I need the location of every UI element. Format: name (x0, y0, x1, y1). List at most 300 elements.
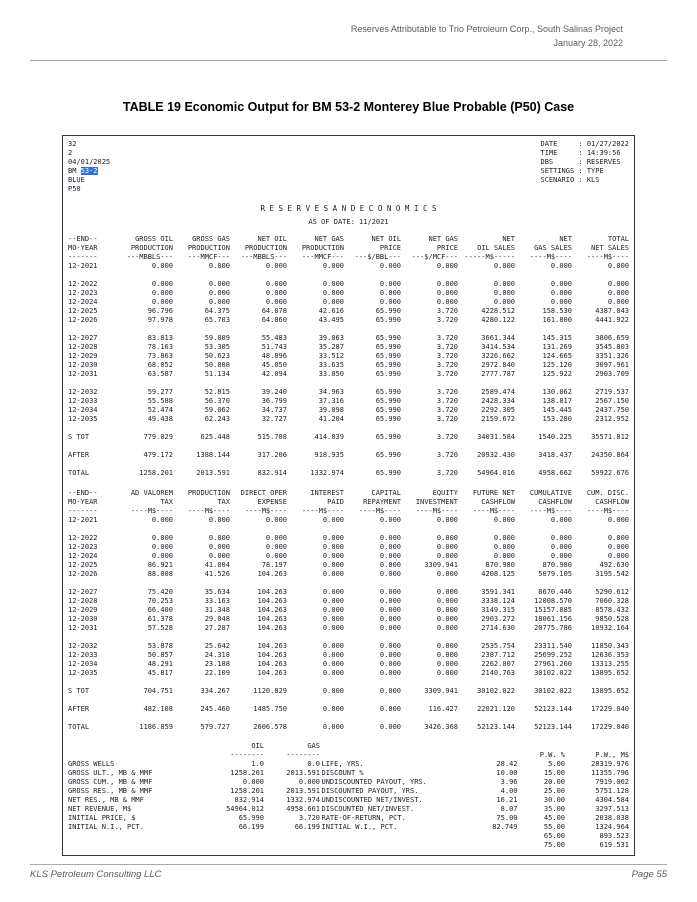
value-cell: 0.000 (493, 543, 515, 551)
value-cell: 870.980 (485, 561, 515, 569)
value-cell: 3.720 (436, 316, 458, 324)
value-cell: 65.990 (375, 370, 401, 378)
value-cell: 0.000 (493, 280, 515, 288)
value-cell: 3.720 (436, 469, 458, 477)
table-row (68, 352, 629, 361)
value-cell: 0.000 (322, 552, 344, 560)
column-header: NET (502, 235, 515, 243)
value-cell: 42.094 (261, 370, 287, 378)
value-cell: 3.720 (436, 388, 458, 396)
value-cell: 2714.630 (481, 624, 515, 632)
value-cell: 0.000 (493, 289, 515, 297)
value-cell: 64.860 (261, 316, 287, 324)
value-cell: 3309.941 (424, 561, 458, 569)
summary-oil-gas-block (68, 742, 320, 850)
value-cell: 4387.043 (595, 307, 629, 315)
table-row (68, 633, 629, 651)
summary-value: 1258.201 (230, 787, 264, 795)
metric-value: 82.749 (492, 823, 518, 831)
metric-label: LIFE, YRS. (321, 760, 364, 768)
oil-gas-row (68, 805, 320, 814)
column-header: ----M$---- (301, 507, 344, 515)
metric-row (322, 814, 518, 823)
value-cell: 3351.326 (595, 352, 629, 360)
value-cell: 68.052 (147, 361, 173, 369)
summary-value: 2013.591 (286, 769, 320, 777)
value-cell: 2719.537 (595, 388, 629, 396)
row-period: 12-2025 (68, 561, 98, 569)
value-cell: 3.720 (436, 406, 458, 414)
table-row (68, 262, 629, 271)
value-cell: 0.000 (379, 597, 401, 605)
pw-value: 15.00 (543, 769, 565, 777)
oil-gas-underline-row (68, 751, 320, 760)
value-cell: 0.000 (436, 651, 458, 659)
meta-line: DATE : 01/27/2022 (540, 140, 629, 148)
value-cell: 2262.007 (481, 660, 515, 668)
value-cell: 1120.829 (253, 687, 287, 695)
value-cell: 3226.662 (481, 352, 515, 360)
value-cell: 31.348 (204, 606, 230, 614)
value-cell: 3806.659 (595, 334, 629, 342)
value-cell: 104.263 (257, 597, 287, 605)
summary-value: 66.199 (238, 823, 264, 831)
value-cell: 39.098 (318, 406, 344, 414)
value-cell: 59.009 (204, 334, 230, 342)
column-header: ----M$---- (244, 507, 287, 515)
summary-label: GROSS CUM., MB & MMF (68, 778, 153, 786)
value-cell: 116.427 (428, 705, 458, 713)
summary-label: INITIAL N.I., PCT. (68, 823, 144, 831)
value-cell: 66.400 (147, 606, 173, 614)
metric-label: DISCOUNTED NET/INVEST. (321, 805, 415, 813)
value-cell: 2292.305 (481, 406, 515, 414)
value-cell: 50.623 (204, 352, 230, 360)
summary-value: 65.990 (238, 814, 264, 822)
row-period: TOTAL (68, 469, 90, 477)
value-cell: 0.000 (322, 615, 344, 623)
value-cell: 104.263 (257, 606, 287, 614)
value-cell: 65.990 (375, 343, 401, 351)
value-cell: 125.922 (542, 370, 572, 378)
value-cell: 0.000 (607, 534, 629, 542)
metric-value: 4.00 (500, 787, 518, 795)
pw-row (519, 787, 629, 796)
summary-value: 0.0 (307, 760, 320, 768)
value-cell: 52.815 (204, 388, 230, 396)
summary-label: GROSS RES., MB & MMF (68, 787, 153, 795)
table-row (68, 606, 629, 615)
column-header: INTEREST (310, 489, 344, 497)
value-cell: 65.990 (375, 361, 401, 369)
row-period: 12-2030 (68, 615, 98, 623)
summary-label: NET RES., MB & MMF (68, 796, 144, 804)
value-cell: 32.727 (261, 415, 287, 423)
value-cell: 23311.540 (534, 642, 572, 650)
table-row (68, 442, 629, 460)
value-cell: 0.000 (436, 669, 458, 677)
value-cell: 0.000 (208, 289, 230, 297)
summary-value: 4958.661 (286, 805, 320, 813)
value-cell: 0.000 (493, 262, 515, 270)
value-cell: 12636.353 (591, 651, 629, 659)
value-cell: 0.000 (265, 298, 287, 306)
table-row (68, 424, 629, 442)
value-cell: 59.062 (204, 406, 230, 414)
header-row (68, 507, 629, 516)
report-table (68, 235, 629, 478)
summary-value: 2013.591 (286, 787, 320, 795)
value-cell: 0.000 (379, 660, 401, 668)
row-period: 12-2022 (68, 534, 98, 542)
summary-value: 1332.974 (286, 796, 320, 804)
pw-value: 55.00 (543, 823, 565, 831)
column-header: ---$/MCF--- (411, 253, 458, 261)
case-line: P50 (68, 185, 81, 193)
value-cell: 779.029 (143, 433, 173, 441)
footer-divider (30, 864, 667, 865)
table-row (68, 415, 629, 424)
column-header: FUTURE NET (472, 489, 515, 497)
value-cell: 0.000 (322, 561, 344, 569)
value-cell: 30102.022 (534, 669, 572, 677)
pw-value: 619.531 (599, 841, 629, 849)
column-header: ------- (68, 507, 98, 515)
value-cell: 125.120 (542, 361, 572, 369)
summary-present-worth-block (519, 742, 629, 850)
value-cell: 0.000 (151, 543, 173, 551)
metric-row (322, 787, 518, 796)
value-cell: 30102.022 (477, 687, 515, 695)
value-cell: 625.448 (200, 433, 230, 441)
value-cell: 1540.225 (538, 433, 572, 441)
row-period: 12-2027 (68, 334, 98, 342)
value-cell: 0.000 (265, 280, 287, 288)
value-cell: 0.000 (379, 705, 401, 713)
value-cell: 17229.040 (591, 705, 629, 713)
row-period: 12-2024 (68, 298, 98, 306)
column-header: GROSS GAS (192, 235, 230, 243)
summary-oil-gas-table (68, 742, 320, 832)
value-cell: 4280.122 (481, 316, 515, 324)
value-cell: 8670.446 (538, 588, 572, 596)
value-cell: 4958.662 (538, 469, 572, 477)
value-cell: 23.188 (204, 660, 230, 668)
id-line: 04/01/2025 (68, 158, 111, 166)
value-cell: 48.291 (147, 660, 173, 668)
value-cell: 65.990 (375, 316, 401, 324)
value-cell: 0.000 (550, 262, 572, 270)
value-cell: 1388.144 (196, 451, 230, 459)
pw-row (519, 760, 629, 769)
value-cell: 2428.334 (481, 397, 515, 405)
value-cell: 0.000 (379, 669, 401, 677)
value-cell: 0.000 (151, 534, 173, 542)
value-cell: 24.318 (204, 651, 230, 659)
value-cell: 104.263 (257, 615, 287, 623)
value-cell: 104.263 (257, 669, 287, 677)
value-cell: 3591.341 (481, 588, 515, 596)
row-period: 12-2024 (68, 552, 98, 560)
value-cell: 55.483 (261, 334, 287, 342)
pw-row (519, 778, 629, 787)
value-cell: 4228.512 (481, 307, 515, 315)
column-header: CAPITAL (371, 489, 401, 497)
table-row (68, 669, 629, 678)
column-header: ----M$---- (415, 507, 458, 515)
row-period: 12-2023 (68, 289, 98, 297)
value-cell: 1258.201 (139, 469, 173, 477)
value-cell: 1332.974 (310, 469, 344, 477)
value-cell: 24350.864 (591, 451, 629, 459)
value-cell: 48.896 (261, 352, 287, 360)
value-cell: 0.000 (322, 597, 344, 605)
header-row (68, 253, 629, 262)
value-cell: 2903.272 (481, 615, 515, 623)
report-asof-date: AS OF DATE: 11/2021 (308, 218, 389, 226)
value-cell: 0.000 (436, 516, 458, 524)
pw-value: 65.00 (543, 832, 565, 840)
value-cell: 0.000 (322, 262, 344, 270)
summary-metrics-block (322, 742, 518, 850)
value-cell: 145.315 (542, 334, 572, 342)
value-cell: 3661.344 (481, 334, 515, 342)
id-line: 2 (68, 149, 73, 157)
oil-gas-row (68, 814, 320, 823)
value-cell: 0.000 (151, 262, 173, 270)
metric-row (322, 778, 518, 787)
value-cell: 0.000 (379, 723, 401, 731)
value-cell: 3.720 (436, 415, 458, 423)
value-cell: 57.528 (147, 624, 173, 632)
summary-value: GAS (307, 742, 320, 750)
pw-value: 28319.976 (591, 760, 629, 768)
value-cell: 138.817 (542, 397, 572, 405)
oil-gas-row (68, 823, 320, 832)
pw-value: 20.00 (543, 778, 565, 786)
column-header: TAX (217, 498, 230, 506)
value-cell: 0.000 (322, 660, 344, 668)
header-row (68, 235, 629, 244)
header-row (68, 489, 629, 498)
value-cell: 104.263 (257, 588, 287, 596)
column-header: PRICE (436, 244, 458, 252)
value-cell: 0.000 (208, 516, 230, 524)
value-cell: 3426.368 (424, 723, 458, 731)
column-header: CUM. DISC. (586, 489, 629, 497)
present-worth-table (519, 751, 629, 850)
value-cell: 3338.124 (481, 597, 515, 605)
value-cell: 39.240 (261, 388, 287, 396)
row-period: 12-2033 (68, 651, 98, 659)
value-cell: 65.990 (375, 451, 401, 459)
table-row (68, 570, 629, 579)
value-cell: 0.000 (607, 298, 629, 306)
value-cell: 0.000 (436, 597, 458, 605)
metric-value: 3.96 (500, 778, 518, 786)
metric-row (322, 769, 518, 778)
value-cell: 17229.040 (591, 723, 629, 731)
metric-value: 10.00 (496, 769, 518, 777)
value-cell: 49.438 (147, 415, 173, 423)
value-cell: 3.720 (436, 307, 458, 315)
column-header: EQUITY (432, 489, 458, 497)
pw-row (519, 823, 629, 832)
value-cell: 64.375 (204, 307, 230, 315)
value-cell: 0.000 (379, 280, 401, 288)
value-cell: 75.420 (147, 588, 173, 596)
value-cell: 52123.144 (534, 723, 572, 731)
value-cell: 145.445 (542, 406, 572, 414)
value-cell: 52.474 (147, 406, 173, 414)
value-cell: 3.720 (436, 451, 458, 459)
value-cell: 39.063 (318, 334, 344, 342)
value-cell: 5290.612 (595, 588, 629, 596)
value-cell: 0.000 (322, 588, 344, 596)
economics-report-box (62, 135, 635, 856)
value-cell: 3.720 (436, 343, 458, 351)
summary-value: -------- (286, 751, 320, 759)
value-cell: 65.990 (375, 397, 401, 405)
well-prefix: BM (68, 167, 81, 175)
row-period: 12-2030 (68, 361, 98, 369)
value-cell: 0.000 (550, 289, 572, 297)
oil-gas-row (68, 760, 320, 769)
value-cell: 482.108 (143, 705, 173, 713)
row-period: 12-2023 (68, 543, 98, 551)
column-header: NET GAS (428, 235, 458, 243)
value-cell: 0.000 (151, 289, 173, 297)
well-id-line (68, 167, 110, 176)
pw-header-row (519, 751, 629, 760)
row-period: 12-2021 (68, 516, 98, 524)
value-cell: 2535.754 (481, 642, 515, 650)
column-header: ----M$---- (529, 253, 572, 261)
row-period: 12-2022 (68, 280, 98, 288)
value-cell: 0.000 (379, 552, 401, 560)
row-period: 12-2021 (68, 262, 98, 270)
value-cell: 0.000 (379, 298, 401, 306)
value-cell: 33.635 (318, 361, 344, 369)
value-cell: 0.000 (436, 606, 458, 614)
value-cell: 30102.022 (534, 687, 572, 695)
row-period: 12-2031 (68, 624, 98, 632)
value-cell: 0.000 (436, 262, 458, 270)
value-cell: 54964.016 (477, 469, 515, 477)
metric-row (322, 760, 518, 769)
value-cell: 78.197 (261, 561, 287, 569)
value-cell: 579.727 (200, 723, 230, 731)
metric-label: RATE-OF-RETURN, PCT. (321, 814, 406, 822)
value-cell: 0.000 (379, 516, 401, 524)
value-cell: 96.796 (147, 307, 173, 315)
column-header: REPAYMENT (363, 498, 401, 506)
value-cell: 4441.922 (595, 316, 629, 324)
value-cell: 33.850 (318, 370, 344, 378)
pw-value: 5751.128 (595, 787, 629, 795)
value-cell: 3097.961 (595, 361, 629, 369)
value-cell: 0.000 (322, 651, 344, 659)
row-period: 12-2028 (68, 343, 98, 351)
column-header: --END-- (68, 489, 98, 497)
summary-value: 1.0 (251, 760, 264, 768)
pw-row (519, 832, 629, 841)
pw-value: 3297.513 (595, 805, 629, 813)
metric-value: 8.07 (500, 805, 518, 813)
header-line-2: January 28, 2022 (553, 37, 623, 48)
value-cell: 104.263 (257, 651, 287, 659)
column-header: NET OIL (257, 235, 287, 243)
value-cell: 13313.255 (591, 660, 629, 668)
table-row (68, 379, 629, 397)
summary-value: -------- (230, 751, 264, 759)
column-header: PRODUCTION (130, 244, 173, 252)
value-cell: 27961.260 (534, 660, 572, 668)
value-cell: 0.000 (322, 642, 344, 650)
value-cell: 0.000 (379, 651, 401, 659)
value-cell: 61.378 (147, 615, 173, 623)
value-cell: 12008.570 (534, 597, 572, 605)
value-cell: 1485.750 (253, 705, 287, 713)
table-row (68, 271, 629, 289)
column-header: ----M$---- (586, 507, 629, 515)
report-top-block (68, 140, 629, 194)
value-cell: 51.134 (204, 370, 230, 378)
value-cell: 25.642 (204, 642, 230, 650)
value-cell: 5079.105 (538, 570, 572, 578)
table-row (68, 316, 629, 325)
value-cell: 1186.859 (139, 723, 173, 731)
value-cell: 34.963 (318, 388, 344, 396)
value-cell: 20775.786 (534, 624, 572, 632)
column-header: OIL SALES (477, 244, 515, 252)
pw-value: 2038.038 (595, 814, 629, 822)
value-cell: 0.000 (607, 280, 629, 288)
value-cell: 36.799 (261, 397, 287, 405)
table-row (68, 361, 629, 370)
pw-value: 25.00 (543, 787, 565, 795)
value-cell: 918.935 (314, 451, 344, 459)
column-header: ----M$---- (586, 253, 629, 261)
table-row (68, 307, 629, 316)
column-header: PAID (327, 498, 344, 506)
value-cell: 0.000 (322, 534, 344, 542)
metric-row (322, 805, 518, 814)
value-cell: 2567.150 (595, 397, 629, 405)
value-cell: 65.990 (375, 334, 401, 342)
value-cell: 0.000 (265, 516, 287, 524)
value-cell: 50.857 (147, 651, 173, 659)
value-cell: 65.990 (375, 469, 401, 477)
metric-label: UNDISCOUNTED PAYOUT, YRS. (321, 778, 427, 786)
id-line: 32 (68, 140, 77, 148)
value-cell: 0.000 (322, 624, 344, 632)
value-cell: 2903.709 (595, 370, 629, 378)
pw-row (519, 796, 629, 805)
column-header: GROSS OIL (135, 235, 173, 243)
column-header: PRICE (379, 244, 401, 252)
value-cell: 65.990 (375, 415, 401, 423)
row-period: AFTER (68, 705, 90, 713)
footer-company: KLS Petroleum Consulting LLC (30, 869, 162, 880)
value-cell: 15157.885 (534, 606, 572, 614)
metric-value: 28.42 (496, 760, 518, 768)
value-cell: 45.050 (261, 361, 287, 369)
value-cell: 0.000 (436, 660, 458, 668)
table-row (68, 343, 629, 352)
oil-gas-row (68, 769, 320, 778)
column-header: ----M$---- (130, 507, 173, 515)
